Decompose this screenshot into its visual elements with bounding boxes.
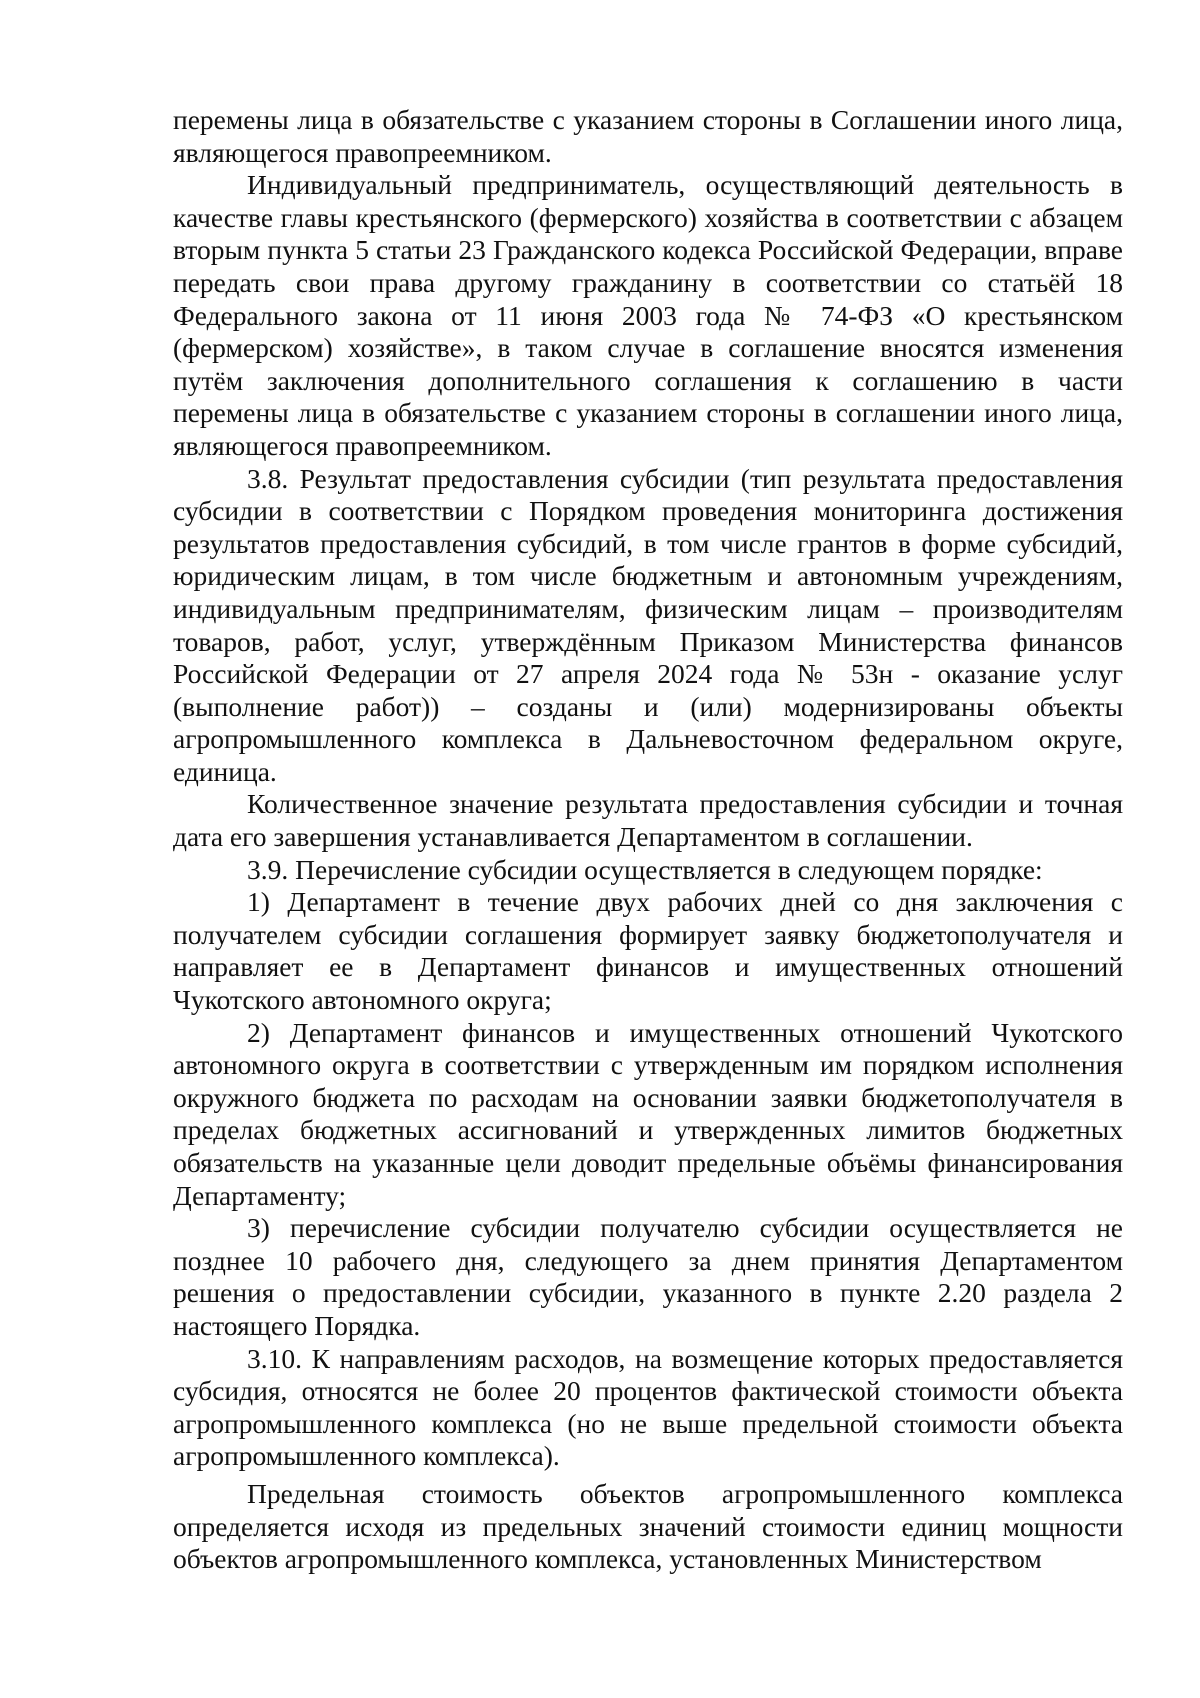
paragraph-continuation: перемены лица в обязательстве с указанием стороны в Соглашении иного лица, являющегося правопреемником. (173, 104, 1123, 168)
paragraph-max-cost: Предельная стоимость объектов агропромышленного комплекса определяется исходя из предельных значений стоимости единиц мощности объектов агропромышленного комплекса, установленных Министерством (173, 1477, 1123, 1575)
document-page (173, 104, 1123, 1576)
paragraph-3-9-item-1: 1) Департамент в течение двух рабочих дней со дня заключения с получателем субсидии соглашения формирует заявку бюджетополучателя и направляет ее в Департамент финансов и имущественных отношений Чукотского автономного округа; (173, 886, 1123, 1016)
paragraph-3-9-item-3: 3) перечисление субсидии получателю субсидии осуществляется не позднее 10 рабочего дня, следующего за днем принятия Департаментом решения о предоставлении субсидии, указанного в пункте 2.20 раздела 2 настоящего Порядка. (173, 1212, 1123, 1341)
paragraph-quantitative-value: Количественное значение результата предоставления субсидии и точная дата его завершения устанавливается Департаментом в соглашении. (173, 788, 1123, 853)
paragraph-3-10-expenses: 3.10. К направлениям расходов, на возмещение которых предоставляется субсидия, относятся не более 20 процентов фактической стоимости объекта агропромышленного комплекса (но не выше предельной стоимости объекта агропромышленного комплекса). (173, 1342, 1123, 1472)
paragraph-3-8-result: 3.8. Результат предоставления субсидии (тип результата предоставления субсидии в соответствии с Порядком проведения мониторинга достижения результатов предоставления субсидий, в том числе грантов в форме субсидий, юридическим лицам, в том числе бюджетным и автономным учреждениям, индивидуальным предпринимателям, физическим лицам – производителям товаров, работ, услуг, утверждённым Приказом Министерства финансов Российской Федерации от 27 апреля 2024 года № 53н - оказание услуг (выполнение работ)) – созданы и (или) модернизированы объекты агропромышленного комплекса в Дальневосточном федеральном округе, единица. (173, 462, 1123, 787)
paragraph-3-9-item-2: 2) Департамент финансов и имущественных отношений Чукотского автономного округа в соответствии с утвержденным им порядком исполнения окружного бюджета по расходам на основании заявки бюджетополучателя в пределах бюджетных ассигнований и утвержденных лимитов бюджетных обязательств на указанные цели доводит предельные объёмы финансирования Департаменту; (173, 1016, 1123, 1211)
paragraph-3-9-transfer: 3.9. Перечисление субсидии осуществляется в следующем порядке: (247, 853, 1043, 885)
paragraph-individual-entrepreneur: Индивидуальный предприниматель, осуществляющий деятельность в качестве главы крестьянского (фермерского) хозяйства в соответствии с абзацем вторым пункта 5 статьи 23 Гражданского кодекса Российской Федерации, вправе передать свои права другому гражданину в соответствии со статьёй 18 Федерального закона от 11 июня 2003 года № 74-ФЗ «О крестьянском (фермерском) хозяйстве», в таком случае в соглашение вносятся изменения путём заключения дополнительного соглашения к соглашению в части перемены лица в обязательстве с указанием стороны в соглашении иного лица, являющегося правопреемником. (173, 169, 1123, 461)
